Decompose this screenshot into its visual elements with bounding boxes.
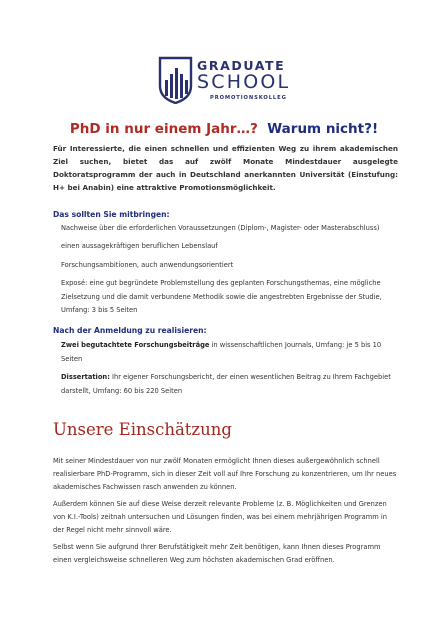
list-item: Forschungsambitionen, auch anwendungsorientiert [61,260,234,269]
item-bold: Zwei begutachtete Forschungsbeiträge [61,341,210,349]
assessment-paragraph: Selbst wenn Sie aufgrund Ihrer Berufstätigkeit mehr Zeit benötigen, kann Ihnen dieses Programm einen vergleichsweise schnelleren Weg zum höchsten akademischen Grad eröffnen. [53,543,381,564]
shield-bars-icon [157,56,194,104]
list-item: Exposé: eine gut begründete Problemstellung des geplanten Forschungsthemas, eine mögliche Zielsetzung und die damit verbundene Methodik sowie die angestrebten Ergebnisse der Studie, Umfang: 3 bis 5 Seiten [61,278,382,315]
list-item: einen aussagekräftigen beruflichen Lebenslauf [61,242,218,251]
item-bold: Dissertation: [61,373,110,382]
intro-paragraph: Für Interessierte, die einen schnellen und effizienten Weg zu ihrem akademischen Ziel suchen, bietet das auf zwölf Monate Mindestdauer ausgelegte Doktoratsprogramm der auch in Deutschland anerkannten Universität (Einstufung: H+ bei Anabin) eine attraktive Promotionsmöglichkeit. [53,144,398,192]
list-item [61,339,396,367]
logo-line-school: SCHOOL [197,71,291,93]
requirements-heading: Das sollten Sie mitbringen: [53,210,170,219]
item-text: Ihr eigener Forschungsbericht, der einen wesentlichen Beitrag zu Ihrem Fachgebiet darstellt, Umfang: 60 bis 220 Seiten [61,373,391,395]
logo-line-promotionskolleg: PROMOTIONSKOLLEG [210,95,287,101]
after-registration-list [61,339,396,403]
list-item: Nachweise über die erforderlichen Voraussetzungen (Diplom-, Magister- oder Masterabschluss) [61,224,380,232]
headline-question: PhD in nur einem Jahr…? [69,121,258,137]
requirements-list [61,222,396,323]
graduate-school-logo [157,56,292,106]
logo-line-graduate: GRADUATE [197,58,286,73]
item-text: in wissenschaftlichen Journals, Umfang: je 5 bis 10 Seiten [61,341,382,363]
after-registration-heading: Nach der Anmeldung zu realisieren: [53,326,207,335]
assessment-paragraph: Mit seiner Mindestdauer von nur zwölf Monaten ermöglicht Ihnen dieses außergewöhnlich schnell realisierbare PhD-Programm, sich in dieser Zeit voll auf Ihre Forschung zu konzentrieren, um Ihr neues akademisches Fachwissen rasch anwenden zu können. [53,457,397,491]
assessment-paragraph: Außerdem können Sie auf diese Weise derzeit relevante Probleme (z. B. Möglichkeiten und Grenzen von K.I.-Tools) zeitnah untersuchen und Lösungen finden, was bei einem mehrjährigen Programm in der Regel nicht mehr sinnvoll wäre. [53,500,388,534]
assessment-heading: Unsere Einschätzung [53,420,232,439]
page-headline [0,121,448,137]
list-item [61,371,396,399]
headline-answer: Warum nicht?! [267,121,379,137]
